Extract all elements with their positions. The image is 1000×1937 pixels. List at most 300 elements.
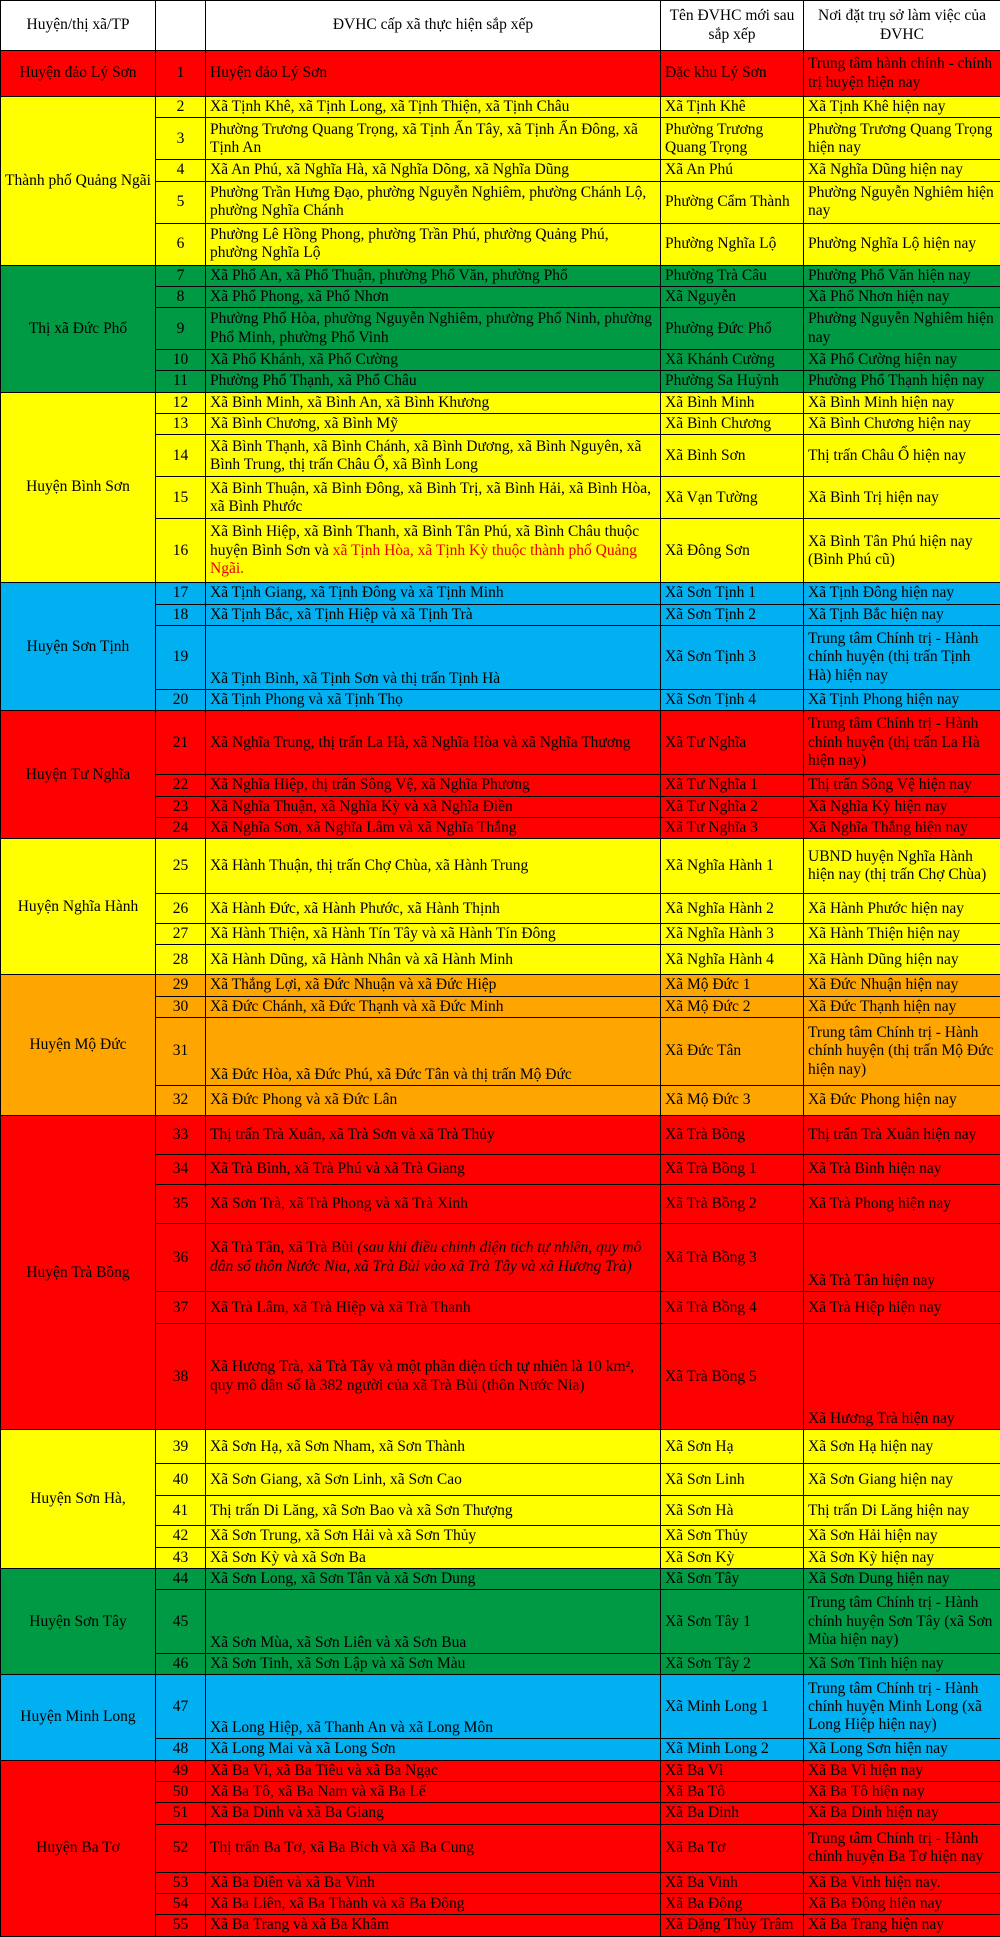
new-name-cell: Xã Tư Nghĩa 1 <box>661 775 804 796</box>
row-number: 1 <box>156 51 206 97</box>
units-text: Xã Ba Vì, xã Ba Tiêu và xã Ba Ngạc <box>210 1761 438 1779</box>
units-text: Xã Long Mai và xã Long Sơn <box>210 1740 396 1758</box>
office-cell: Xã Phổ Cường hiện nay <box>804 350 1000 371</box>
office-cell: Xã Bình Chương hiện nay <box>804 414 1000 435</box>
office-cell: Xã Nghĩa Kỳ hiện nay <box>804 796 1000 817</box>
district-cell: Thành phố Quảng Ngãi <box>1 97 156 266</box>
row-number: 19 <box>156 625 206 689</box>
row-number: 28 <box>156 945 206 975</box>
office-cell: Xã Tịnh Phong hiện nay <box>804 689 1000 710</box>
office-cell: Phường Nguyễn Nghiêm hiện nay <box>804 181 1000 223</box>
units-text: Xã Bình Thạnh, xã Bình Chánh, xã Bình Dương, xã Bình Nguyên, xã Bình Trung, thị trấn Châu Ổ, xã Bình Long <box>210 437 642 473</box>
row-number: 14 <box>156 435 206 477</box>
units-cell <box>206 975 661 996</box>
units-cell <box>206 1430 661 1464</box>
new-name-cell: Xã Trà Bồng 4 <box>661 1292 804 1324</box>
units-text: Xã Sơn Trung, xã Sơn Hải và xã Sơn Thủy <box>210 1527 477 1545</box>
row-number: 29 <box>156 975 206 996</box>
row-number: 24 <box>156 817 206 838</box>
units-text: Xã Đức Phong và xã Đức Lân <box>210 1091 398 1109</box>
units-cell <box>206 308 661 350</box>
units-cell <box>206 1675 661 1739</box>
units-note-text: (sau khi điều chỉnh diện tích tự nhiên, quy mô dân số thôn Nước Nia, xã Trà Bùi vào xã Trà Tây và xã Hương Trà) <box>210 1239 642 1275</box>
office-cell: Xã Ba Động hiện nay <box>804 1893 1000 1914</box>
row-number: 26 <box>156 894 206 924</box>
new-name-cell: Xã Ba Tơ <box>661 1824 804 1872</box>
office-cell: Xã Đức Nhuận hiện nay <box>804 975 1000 996</box>
office-cell: Phường Trương Quang Trọng hiện nay <box>804 118 1000 160</box>
units-cell <box>206 839 661 894</box>
new-name-cell: Xã Trà Bồng 2 <box>661 1185 804 1224</box>
new-name-cell: Phường Nghĩa Lộ <box>661 223 804 265</box>
row-number: 15 <box>156 477 206 519</box>
new-name-cell: Xã Sơn Tịnh 3 <box>661 625 804 689</box>
units-cell <box>206 817 661 838</box>
district-cell: Huyện đảo Lý Sơn <box>1 51 156 97</box>
row-number: 27 <box>156 924 206 945</box>
office-cell: Thị trấn Sông Vệ hiện nay <box>804 775 1000 796</box>
new-name-cell: Xã Sơn Thủy <box>661 1526 804 1547</box>
office-cell: Xã Hành Thiện hiện nay <box>804 924 1000 945</box>
new-name-cell: Xã Đông Sơn <box>661 519 804 583</box>
table-row <box>1 1568 1000 1589</box>
units-cell <box>206 414 661 435</box>
district-cell: Huyện Ba Tơ <box>1 1760 156 1936</box>
row-number: 39 <box>156 1430 206 1464</box>
units-cell <box>206 711 661 775</box>
units-text: Xã Ba Trang và xã Ba Khâm <box>210 1916 390 1934</box>
table-row <box>1 1760 1000 1781</box>
new-name-cell: Xã Tịnh Khê <box>661 97 804 118</box>
row-number: 25 <box>156 839 206 894</box>
office-cell: Xã Tịnh Bắc hiện nay <box>804 604 1000 625</box>
units-text: Phường Phổ Hòa, phường Nguyễn Nghiêm, phường Phổ Ninh, phường Phổ Minh, phường Phổ Vinh <box>210 310 652 346</box>
office-cell: Xã Hương Trà hiện nay <box>804 1324 1000 1430</box>
units-text: Phường Phổ Thạnh, xã Phổ Châu <box>210 372 417 390</box>
units-text: Thị trấn Ba Tơ, xã Ba Bích và xã Ba Cung <box>210 1838 475 1856</box>
office-cell: Xã Ba Vinh hiện nay. <box>804 1872 1000 1893</box>
row-number: 33 <box>156 1116 206 1155</box>
units-text: Xã Bình Minh, xã Bình An, xã Bình Khương <box>210 393 490 411</box>
new-name-cell: Xã Vạn Tường <box>661 477 804 519</box>
row-number: 50 <box>156 1782 206 1803</box>
district-cell: Huyện Mộ Đức <box>1 975 156 1116</box>
office-cell: Xã Nghĩa Dũng hiện nay <box>804 160 1000 181</box>
units-text: Xã Bình Chương, xã Bình Mỹ <box>210 415 398 433</box>
office-cell: Trung tâm Chính trị - Hành chính huyện Sơn Tây (xã Sơn Mùa hiện nay) <box>804 1590 1000 1654</box>
office-cell: Xã Long Sơn hiện nay <box>804 1739 1000 1760</box>
units-cell <box>206 1464 661 1496</box>
units-text: Xã Phổ Khánh, xã Phổ Cường <box>210 351 398 369</box>
office-cell: Xã Ba Dinh hiện nay <box>804 1803 1000 1824</box>
units-cell <box>206 1155 661 1185</box>
units-cell <box>206 1872 661 1893</box>
units-cell <box>206 1893 661 1914</box>
units-cell <box>206 1739 661 1760</box>
new-name-cell: Đặc khu Lý Sơn <box>661 51 804 97</box>
units-cell <box>206 1116 661 1155</box>
row-number: 9 <box>156 308 206 350</box>
row-number: 31 <box>156 1018 206 1086</box>
row-number: 12 <box>156 392 206 413</box>
new-name-cell: Xã Sơn Tịnh 4 <box>661 689 804 710</box>
units-text: Xã Bình Thuận, xã Bình Đông, xã Bình Trị, xã Bình Hải, xã Bình Hòa, xã Bình Phước <box>210 479 652 515</box>
new-name-cell: Xã Ba Vinh <box>661 1872 804 1893</box>
row-number: 36 <box>156 1224 206 1292</box>
table-row <box>1 1116 1000 1155</box>
units-text: Xã Ba Dinh và xã Ba Giang <box>210 1804 384 1822</box>
table-row <box>1 583 1000 604</box>
new-name-cell: Phường Cẩm Thành <box>661 181 804 223</box>
units-cell <box>206 1760 661 1781</box>
new-name-cell: Xã Đức Tân <box>661 1018 804 1086</box>
district-cell: Huyện Trà Bồng <box>1 1116 156 1430</box>
units-text: Xã Hành Thuận, thị trấn Chợ Chùa, xã Hành Trung <box>210 857 529 875</box>
new-name-cell: Xã Ba Tô <box>661 1782 804 1803</box>
district-cell: Huyện Bình Sơn <box>1 392 156 583</box>
row-number: 6 <box>156 223 206 265</box>
office-cell: Xã Sơn Hạ hiện nay <box>804 1430 1000 1464</box>
row-number: 45 <box>156 1590 206 1654</box>
row-number: 30 <box>156 996 206 1017</box>
new-name-cell: Xã Sơn Linh <box>661 1464 804 1496</box>
office-cell: Xã Tịnh Khê hiện nay <box>804 97 1000 118</box>
district-cell: Huyện Sơn Hà, <box>1 1430 156 1569</box>
units-cell <box>206 1185 661 1224</box>
new-name-cell: Xã Tư Nghĩa 3 <box>661 817 804 838</box>
units-text: Xã Nghĩa Thuận, xã Nghĩa Kỳ và xã Nghĩa Điền <box>210 797 513 815</box>
office-cell: Xã Trà Tân hiện nay <box>804 1224 1000 1292</box>
units-cell <box>206 223 661 265</box>
row-number: 7 <box>156 265 206 286</box>
units-text: Xã Hành Đức, xã Hành Phước, xã Hành Thịnh <box>210 899 500 917</box>
new-name-cell: Xã Sơn Tây 2 <box>661 1654 804 1675</box>
new-name-cell: Phường Trà Câu <box>661 265 804 286</box>
new-name-cell: Phường Sa Huỳnh <box>661 371 804 392</box>
new-name-cell: Xã Nghĩa Hành 4 <box>661 945 804 975</box>
office-cell: Xã Tịnh Đông hiện nay <box>804 583 1000 604</box>
office-cell: Xã Bình Tân Phú hiện nay (Bình Phú cũ) <box>804 519 1000 583</box>
row-number: 17 <box>156 583 206 604</box>
units-cell <box>206 583 661 604</box>
units-cell <box>206 1782 661 1803</box>
office-cell: Phường Phổ Văn hiện nay <box>804 265 1000 286</box>
units-cell <box>206 265 661 286</box>
row-number: 16 <box>156 519 206 583</box>
new-name-cell: Xã Khánh Cường <box>661 350 804 371</box>
units-cell <box>206 519 661 583</box>
units-cell <box>206 604 661 625</box>
units-text: Xã Tịnh Bình, xã Tịnh Sơn và thị trấn Tịnh Hà <box>210 669 501 687</box>
office-cell: Xã Sơn Kỳ hiện nay <box>804 1547 1000 1568</box>
units-cell <box>206 1526 661 1547</box>
units-text: Xã Trà Lâm, xã Trà Hiệp và xã Trà Thanh <box>210 1298 471 1316</box>
units-cell <box>206 775 661 796</box>
row-number: 23 <box>156 796 206 817</box>
units-text: Xã Sơn Tinh, xã Sơn Lập và xã Sơn Màu <box>210 1655 466 1673</box>
office-cell: Xã Sơn Giang hiện nay <box>804 1464 1000 1496</box>
row-number: 47 <box>156 1675 206 1739</box>
units-cell <box>206 796 661 817</box>
row-number: 10 <box>156 350 206 371</box>
office-cell: Phường Phổ Thạnh hiện nay <box>804 371 1000 392</box>
row-number: 20 <box>156 689 206 710</box>
units-cell <box>206 1547 661 1568</box>
table-row <box>1 711 1000 775</box>
row-number: 51 <box>156 1803 206 1824</box>
office-cell: Xã Ba Vì hiện nay <box>804 1760 1000 1781</box>
new-name-cell: Xã Sơn Hạ <box>661 1430 804 1464</box>
units-text: Xã Phổ An, xã Phổ Thuận, phường Phổ Văn, phường Phổ <box>210 266 568 284</box>
units-text: Xã Sơn Giang, xã Sơn Linh, xã Sơn Cao <box>210 1470 462 1488</box>
units-cell <box>206 118 661 160</box>
office-cell: Xã Ba Trang hiện nay <box>804 1915 1000 1937</box>
units-cell <box>206 97 661 118</box>
units-cell <box>206 1568 661 1589</box>
units-cell <box>206 1803 661 1824</box>
new-name-cell: Xã An Phú <box>661 160 804 181</box>
units-cell <box>206 996 661 1017</box>
row-number: 52 <box>156 1824 206 1872</box>
units-cell <box>206 1018 661 1086</box>
row-number: 49 <box>156 1760 206 1781</box>
new-name-cell: Xã Minh Long 2 <box>661 1739 804 1760</box>
office-cell: Trung tâm Chính trị - Hành chính huyện Minh Long (xã Long Hiệp hiện nay) <box>804 1675 1000 1739</box>
table-row <box>1 51 1000 97</box>
units-text: Xã Hương Trà, xã Trà Tây và một phần diện tích tự nhiên là 10 km², quy mô dân số là 382 người của xã Trà Bùi (thôn Nước Nia) <box>210 1358 635 1394</box>
row-number: 4 <box>156 160 206 181</box>
header-row <box>1 1 1000 51</box>
office-cell: Trung tâm Chính trị - Hành chính huyện (thị trấn Tịnh Hà) hiện nay <box>804 625 1000 689</box>
units-cell <box>206 1496 661 1526</box>
new-name-cell: Xã Sơn Kỳ <box>661 1547 804 1568</box>
units-cell <box>206 1915 661 1937</box>
row-number: 34 <box>156 1155 206 1185</box>
office-cell: Xã Đức Thạnh hiện nay <box>804 996 1000 1017</box>
row-number: 48 <box>156 1739 206 1760</box>
units-cell <box>206 924 661 945</box>
units-text: Thị trấn Trà Xuân, xã Trà Sơn và xã Trà Thủy <box>210 1125 495 1143</box>
row-number: 41 <box>156 1496 206 1526</box>
new-name-cell: Xã Trà Bồng 3 <box>661 1224 804 1292</box>
table-row <box>1 839 1000 894</box>
new-name-cell: Xã Trà Bồng 1 <box>661 1155 804 1185</box>
table-row <box>1 392 1000 413</box>
office-cell: Trung tâm hành chính - chính trị huyện hiện nay <box>804 51 1000 97</box>
row-number: 42 <box>156 1526 206 1547</box>
district-cell: Huyện Minh Long <box>1 1675 156 1760</box>
row-number: 54 <box>156 1893 206 1914</box>
row-number: 3 <box>156 118 206 160</box>
office-cell: Xã Hành Phước hiện nay <box>804 894 1000 924</box>
units-text: Huyện đảo Lý Sơn <box>210 64 328 82</box>
units-text: Xã Ba Điền và xã Ba Vinh <box>210 1873 375 1891</box>
office-cell: Xã Sơn Tinh hiện nay <box>804 1654 1000 1675</box>
row-number: 55 <box>156 1915 206 1937</box>
office-cell: Thị trấn Châu Ổ hiện nay <box>804 435 1000 477</box>
units-cell <box>206 894 661 924</box>
office-cell: Trung tâm Chính trị - Hành chính huyện (thị trấn Mộ Đức hiện nay) <box>804 1018 1000 1086</box>
header-units: ĐVHC cấp xã thực hiện sắp xếp <box>206 1 661 51</box>
units-cell <box>206 1224 661 1292</box>
office-cell: Xã Ba Tô hiện nay <box>804 1782 1000 1803</box>
office-cell: Phường Nguyễn Nghiêm hiện nay <box>804 308 1000 350</box>
new-name-cell: Xã Mộ Đức 2 <box>661 996 804 1017</box>
row-number: 2 <box>156 97 206 118</box>
units-text: Phường Trương Quang Trọng, xã Tịnh Ấn Tây, xã Tịnh Ấn Đông, xã Tịnh An <box>210 120 638 156</box>
new-name-cell: Xã Bình Chương <box>661 414 804 435</box>
units-text: Xã Trà Tân, xã Trà Bùi <box>210 1239 358 1257</box>
district-cell: Huyện Nghĩa Hành <box>1 839 156 975</box>
office-cell: Xã Trà Phong hiện nay <box>804 1185 1000 1224</box>
units-cell <box>206 625 661 689</box>
units-text: Xã Tịnh Giang, xã Tịnh Đông và xã Tịnh Minh <box>210 584 504 602</box>
office-cell: Xã Hành Dũng hiện nay <box>804 945 1000 975</box>
row-number: 5 <box>156 181 206 223</box>
units-text: Xã Bình Hiệp, xã Bình Thanh, xã Bình Tân Phú, xã Bình Châu thuộc huyện Bình Sơn và <box>210 523 640 559</box>
units-text: Xã Thắng Lợi, xã Đức Nhuận và xã Đức Hiệp <box>210 976 497 994</box>
new-name-cell: Phường Đức Phổ <box>661 308 804 350</box>
new-name-cell: Xã Nghĩa Hành 3 <box>661 924 804 945</box>
row-number: 21 <box>156 711 206 775</box>
units-text: Xã Ba Liên, xã Ba Thành và xã Ba Động <box>210 1894 465 1912</box>
new-name-cell: Xã Sơn Tịnh 1 <box>661 583 804 604</box>
units-text: Xã Trà Bình, xã Trà Phú và xã Trà Giang <box>210 1160 465 1178</box>
units-cell <box>206 435 661 477</box>
units-cell <box>206 689 661 710</box>
new-name-cell: Xã Sơn Tịnh 2 <box>661 604 804 625</box>
table-row <box>1 97 1000 118</box>
office-cell: Trung tâm Chính trị - Hành chính huyện Ba Tơ hiện nay <box>804 1824 1000 1872</box>
new-name-cell: Xã Trà Bồng 5 <box>661 1324 804 1430</box>
units-text: Phường Lê Hồng Phong, phường Trần Phú, phường Quảng Phú, phường Nghĩa Lộ <box>210 225 609 262</box>
units-text: Xã Sơn Trà, xã Trà Phong và xã Trà Xinh <box>210 1194 468 1212</box>
header-stt <box>156 1 206 51</box>
units-text: Xã Hành Thiện, xã Hành Tín Tây và xã Hành Tín Đông <box>210 925 556 943</box>
row-number: 37 <box>156 1292 206 1324</box>
units-cell <box>206 1590 661 1654</box>
units-text: Xã Phổ Phong, xã Phổ Nhơn <box>210 287 389 305</box>
units-text: Xã Tịnh Bắc, xã Tịnh Hiệp và xã Tịnh Trà <box>210 605 473 623</box>
new-name-cell: Xã Ba Vì <box>661 1760 804 1781</box>
header-new-name: Tên ĐVHC mới sau sắp xếp <box>661 1 804 51</box>
office-cell: Xã Sơn Dung hiện nay <box>804 1568 1000 1589</box>
row-number: 18 <box>156 604 206 625</box>
new-name-cell: Xã Sơn Hà <box>661 1496 804 1526</box>
units-text: Xã Long Hiệp, xã Thanh An và xã Long Môn <box>210 1719 493 1737</box>
row-number: 8 <box>156 286 206 307</box>
units-text: Thị trấn Di Lăng, xã Sơn Bao và xã Sơn Thượng <box>210 1501 513 1519</box>
table-row <box>1 1430 1000 1464</box>
new-name-cell: Xã Tư Nghĩa <box>661 711 804 775</box>
new-name-cell: Xã Trà Bồng <box>661 1116 804 1155</box>
district-cell: Huyện Sơn Tây <box>1 1568 156 1675</box>
units-text: Xã Tịnh Khê, xã Tịnh Long, xã Tịnh Thiện, xã Tịnh Châu <box>210 98 570 116</box>
office-cell: Xã Sơn Hải hiện nay <box>804 1526 1000 1547</box>
new-name-cell: Xã Sơn Tây <box>661 1568 804 1589</box>
units-text: Xã Nghĩa Hiệp, thị trấn Sông Vệ, xã Nghĩa Phương <box>210 776 530 794</box>
units-cell <box>206 286 661 307</box>
office-cell: Thị trấn Trà Xuân hiện nay <box>804 1116 1000 1155</box>
units-cell <box>206 1086 661 1116</box>
header-office: Nơi đặt trụ sở làm việc của ĐVHC <box>804 1 1000 51</box>
office-cell: Trung tâm Chính trị - Hành chính huyện (thị trấn La Hà hiện nay) <box>804 711 1000 775</box>
office-cell: Xã Trà Bình hiện nay <box>804 1155 1000 1185</box>
units-text: Xã Sơn Hạ, xã Sơn Nham, xã Sơn Thành <box>210 1437 466 1455</box>
new-name-cell: Phường Trương Quang Trọng <box>661 118 804 160</box>
district-cell: Huyện Sơn Tịnh <box>1 583 156 711</box>
new-name-cell: Xã Bình Minh <box>661 392 804 413</box>
office-cell: Xã Phổ Nhơn hiện nay <box>804 286 1000 307</box>
district-cell: Thị xã Đức Phổ <box>1 265 156 392</box>
units-cell <box>206 1824 661 1872</box>
office-cell: UBND huyện Nghĩa Hành hiện nay (thị trấn Chợ Chùa) <box>804 839 1000 894</box>
units-text: Xã Nghĩa Sơn, xã Nghĩa Lâm và xã Nghĩa Thắng <box>210 818 517 836</box>
new-name-cell: Xã Minh Long 1 <box>661 1675 804 1739</box>
table-body <box>1 51 1000 1937</box>
units-text: Xã Hành Dũng, xã Hành Nhân và xã Hành Minh <box>210 950 514 968</box>
office-cell: Xã Bình Trị hiện nay <box>804 477 1000 519</box>
office-cell: Thị trấn Di Lăng hiện nay <box>804 1496 1000 1526</box>
units-text: Xã Nghĩa Trung, thị trấn La Hà, xã Nghĩa Hòa và xã Nghĩa Thương <box>210 733 631 751</box>
units-cell <box>206 51 661 97</box>
units-text: Xã Tịnh Phong và xã Tịnh Thọ <box>210 690 403 708</box>
row-number: 13 <box>156 414 206 435</box>
new-name-cell: Xã Mộ Đức 1 <box>661 975 804 996</box>
new-name-cell: Xã Mộ Đức 3 <box>661 1086 804 1116</box>
units-text: Xã Sơn Long, xã Sơn Tân và xã Sơn Dung <box>210 1569 476 1587</box>
table-row <box>1 265 1000 286</box>
district-cell: Huyện Tư Nghĩa <box>1 711 156 839</box>
units-cell <box>206 1292 661 1324</box>
units-cell <box>206 181 661 223</box>
units-text: Phường Trần Hưng Đạo, phường Nguyễn Nghiêm, phường Chánh Lộ, phường Nghĩa Chánh <box>210 183 647 220</box>
new-name-cell: Xã Ba Dinh <box>661 1803 804 1824</box>
units-cell <box>206 160 661 181</box>
units-text: Xã Đức Hòa, xã Đức Phú, xã Đức Tân và thị trấn Mộ Đức <box>210 1065 572 1083</box>
office-cell: Phường Nghĩa Lộ hiện nay <box>804 223 1000 265</box>
new-name-cell: Xã Ba Động <box>661 1893 804 1914</box>
units-text: Xã Sơn Kỳ và xã Sơn Ba <box>210 1548 366 1566</box>
row-number: 43 <box>156 1547 206 1568</box>
row-number: 40 <box>156 1464 206 1496</box>
units-cell <box>206 350 661 371</box>
office-cell: Xã Trà Hiệp hiện nay <box>804 1292 1000 1324</box>
units-cell <box>206 477 661 519</box>
units-cell <box>206 1324 661 1430</box>
header-district: Huyện/thị xã/TP <box>1 1 156 51</box>
row-number: 53 <box>156 1872 206 1893</box>
office-cell: Xã Nghĩa Thắng hiện nay <box>804 817 1000 838</box>
new-name-cell: Xã Nguyễn <box>661 286 804 307</box>
units-text: Xã An Phú, xã Nghĩa Hà, xã Nghĩa Dõng, xã Nghĩa Dũng <box>210 161 570 179</box>
row-number: 35 <box>156 1185 206 1224</box>
row-number: 38 <box>156 1324 206 1430</box>
table-row <box>1 975 1000 996</box>
units-text: Xã Đức Chánh, xã Đức Thạnh và xã Đức Minh <box>210 997 504 1015</box>
new-name-cell: Xã Nghĩa Hành 2 <box>661 894 804 924</box>
row-number: 46 <box>156 1654 206 1675</box>
new-name-cell: Xã Nghĩa Hành 1 <box>661 839 804 894</box>
new-name-cell: Xã Bình Sơn <box>661 435 804 477</box>
units-highlight-text: xã Tịnh Hòa, xã Tịnh Kỳ thuộc thành phố Quảng Ngãi. <box>210 541 637 578</box>
units-cell <box>206 945 661 975</box>
row-number: 11 <box>156 371 206 392</box>
row-number: 32 <box>156 1086 206 1116</box>
units-cell <box>206 1654 661 1675</box>
row-number: 44 <box>156 1568 206 1589</box>
units-cell <box>206 371 661 392</box>
